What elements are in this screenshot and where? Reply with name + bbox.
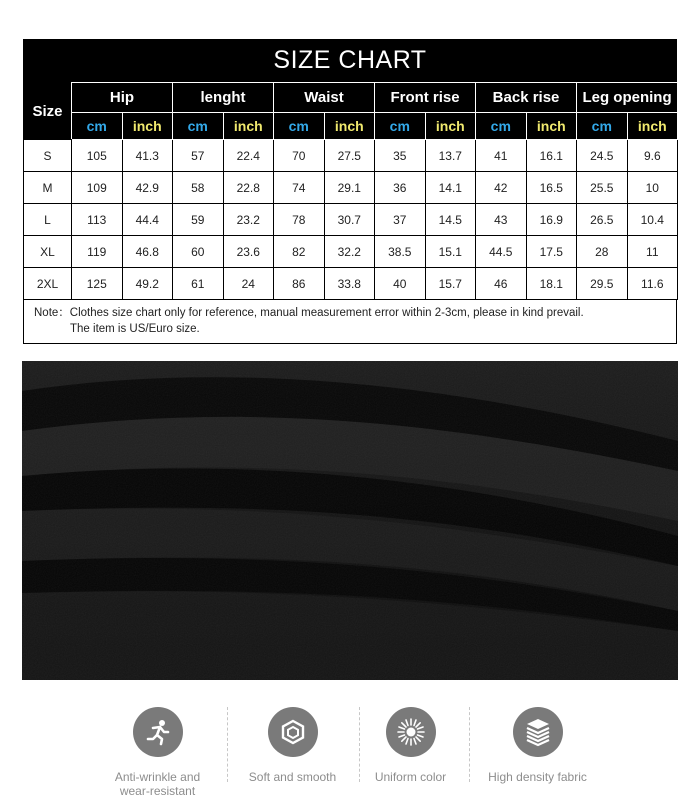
size-cell: L (24, 204, 72, 236)
size-cell: S (24, 140, 72, 172)
table-row (24, 236, 678, 268)
unit-inch-header: inch (627, 113, 678, 140)
running-person-icon (133, 707, 183, 757)
unit-cm-header: cm (577, 113, 628, 140)
measurement-cell: 70 (274, 140, 325, 172)
measurement-cell: 23.6 (223, 236, 274, 268)
unit-inch-header: inch (425, 113, 476, 140)
measurement-cell: 59 (173, 204, 224, 236)
measurement-cell: 33.8 (324, 268, 375, 300)
measurement-cell: 28 (577, 236, 628, 268)
measurement-cell: 78 (274, 204, 325, 236)
unit-inch-header: inch (223, 113, 274, 140)
measurement-cell: 32.2 (324, 236, 375, 268)
measurement-cell: 37 (375, 204, 426, 236)
feature-label (475, 770, 600, 784)
measurement-cell: 11 (627, 236, 678, 268)
measurement-cell: 46 (476, 268, 527, 300)
measurement-cell: 42.9 (122, 172, 173, 204)
front-rise-header: Front rise (375, 83, 476, 113)
measurement-cell: 109 (72, 172, 123, 204)
feature-label (230, 770, 355, 784)
feature-label-line-1: High density fabric (488, 770, 587, 784)
measurement-cell: 11.6 (627, 268, 678, 300)
feature-high-density (475, 697, 600, 784)
measurement-cell: 119 (72, 236, 123, 268)
unit-inch-header: inch (324, 113, 375, 140)
fabric-closeup-image (22, 361, 678, 680)
measurement-cell: 10.4 (627, 204, 678, 236)
measurement-cell: 16.1 (526, 140, 577, 172)
measurement-cell: 29.5 (577, 268, 628, 300)
measurement-cell: 41 (476, 140, 527, 172)
measurement-cell: 36 (375, 172, 426, 204)
measurement-cell: 23.2 (223, 204, 274, 236)
measurement-cell: 43 (476, 204, 527, 236)
measurement-cell: 13.7 (425, 140, 476, 172)
unit-inch-header: inch (526, 113, 577, 140)
note-line-2: The item is US/Euro size. (70, 323, 200, 335)
measurement-cell: 38.5 (375, 236, 426, 268)
unit-cm-header: cm (173, 113, 224, 140)
feature-label-line-1: Uniform color (374, 770, 447, 784)
size-note (23, 300, 677, 344)
starburst-icon (386, 707, 436, 757)
measurement-cell: 86 (274, 268, 325, 300)
measurement-cell: 105 (72, 140, 123, 172)
measurement-cell: 10 (627, 172, 678, 204)
measurement-cell: 44.5 (476, 236, 527, 268)
feature-list (95, 697, 630, 798)
measurement-cell: 22.8 (223, 172, 274, 204)
measurement-cell: 74 (274, 172, 325, 204)
waist-header: Waist (274, 83, 375, 113)
feature-label-line-1: Anti-wrinkle and (114, 770, 201, 784)
size-chart-title: SIZE CHART (23, 39, 677, 82)
size-cell: XL (24, 236, 72, 268)
unit-cm-header: cm (274, 113, 325, 140)
measurement-cell: 29.1 (324, 172, 375, 204)
size-cell: M (24, 172, 72, 204)
table-row (24, 172, 678, 204)
measurement-cell: 16.9 (526, 204, 577, 236)
measurement-cell: 113 (72, 204, 123, 236)
measurement-cell: 25.5 (577, 172, 628, 204)
table-row (24, 204, 678, 236)
size-table (23, 82, 678, 300)
unit-cm-header: cm (476, 113, 527, 140)
measurement-cell: 14.1 (425, 172, 476, 204)
measurement-cell: 60 (173, 236, 224, 268)
measurement-cell: 42 (476, 172, 527, 204)
measurement-cell: 26.5 (577, 204, 628, 236)
measurement-cell: 82 (274, 236, 325, 268)
size-cell: 2XL (24, 268, 72, 300)
table-row (24, 268, 678, 300)
feature-label-line-2: wear-resistant (119, 784, 196, 798)
size-column-header: Size (24, 83, 72, 140)
measurement-cell: 17.5 (526, 236, 577, 268)
group-header-row (24, 83, 678, 113)
measurement-cell: 30.7 (324, 204, 375, 236)
measurement-cell: 22.4 (223, 140, 274, 172)
feature-label (95, 770, 220, 798)
table-row (24, 140, 678, 172)
unit-inch-header: inch (122, 113, 173, 140)
measurement-cell: 14.5 (425, 204, 476, 236)
measurement-cell: 57 (173, 140, 224, 172)
unit-cm-header: cm (72, 113, 123, 140)
back-rise-header: Back rise (476, 83, 577, 113)
feature-label-line-1: Soft and smooth (248, 770, 337, 784)
hexagon-icon (268, 707, 318, 757)
measurement-cell: 9.6 (627, 140, 678, 172)
feature-uniform-color (348, 697, 473, 784)
size-table-body (24, 140, 678, 300)
measurement-cell: 27.5 (324, 140, 375, 172)
measurement-cell: 18.1 (526, 268, 577, 300)
feature-anti-wrinkle (95, 697, 220, 798)
measurement-cell: 35 (375, 140, 426, 172)
measurement-cell: 15.7 (425, 268, 476, 300)
measurement-cell: 44.4 (122, 204, 173, 236)
measurement-cell: 24.5 (577, 140, 628, 172)
feature-label (348, 770, 473, 784)
unit-header-row (24, 113, 678, 140)
feature-divider (469, 707, 470, 782)
leg-opening-header: Leg opening (577, 83, 678, 113)
size-chart (23, 39, 677, 344)
hip-header: Hip (72, 83, 173, 113)
measurement-cell: 40 (375, 268, 426, 300)
feature-divider (227, 707, 228, 782)
note-line-1: Note：Clothes size chart only for reference, manual measurement error within 2-3cm, please in kind prevail. (34, 307, 584, 319)
feature-soft-smooth (230, 697, 355, 784)
measurement-cell: 16.5 (526, 172, 577, 204)
measurement-cell: 46.8 (122, 236, 173, 268)
measurement-cell: 24 (223, 268, 274, 300)
unit-cm-header: cm (375, 113, 426, 140)
measurement-cell: 125 (72, 268, 123, 300)
measurement-cell: 15.1 (425, 236, 476, 268)
measurement-cell: 58 (173, 172, 224, 204)
length-header: lenght (173, 83, 274, 113)
measurement-cell: 61 (173, 268, 224, 300)
measurement-cell: 49.2 (122, 268, 173, 300)
measurement-cell: 41.3 (122, 140, 173, 172)
layers-icon (513, 707, 563, 757)
